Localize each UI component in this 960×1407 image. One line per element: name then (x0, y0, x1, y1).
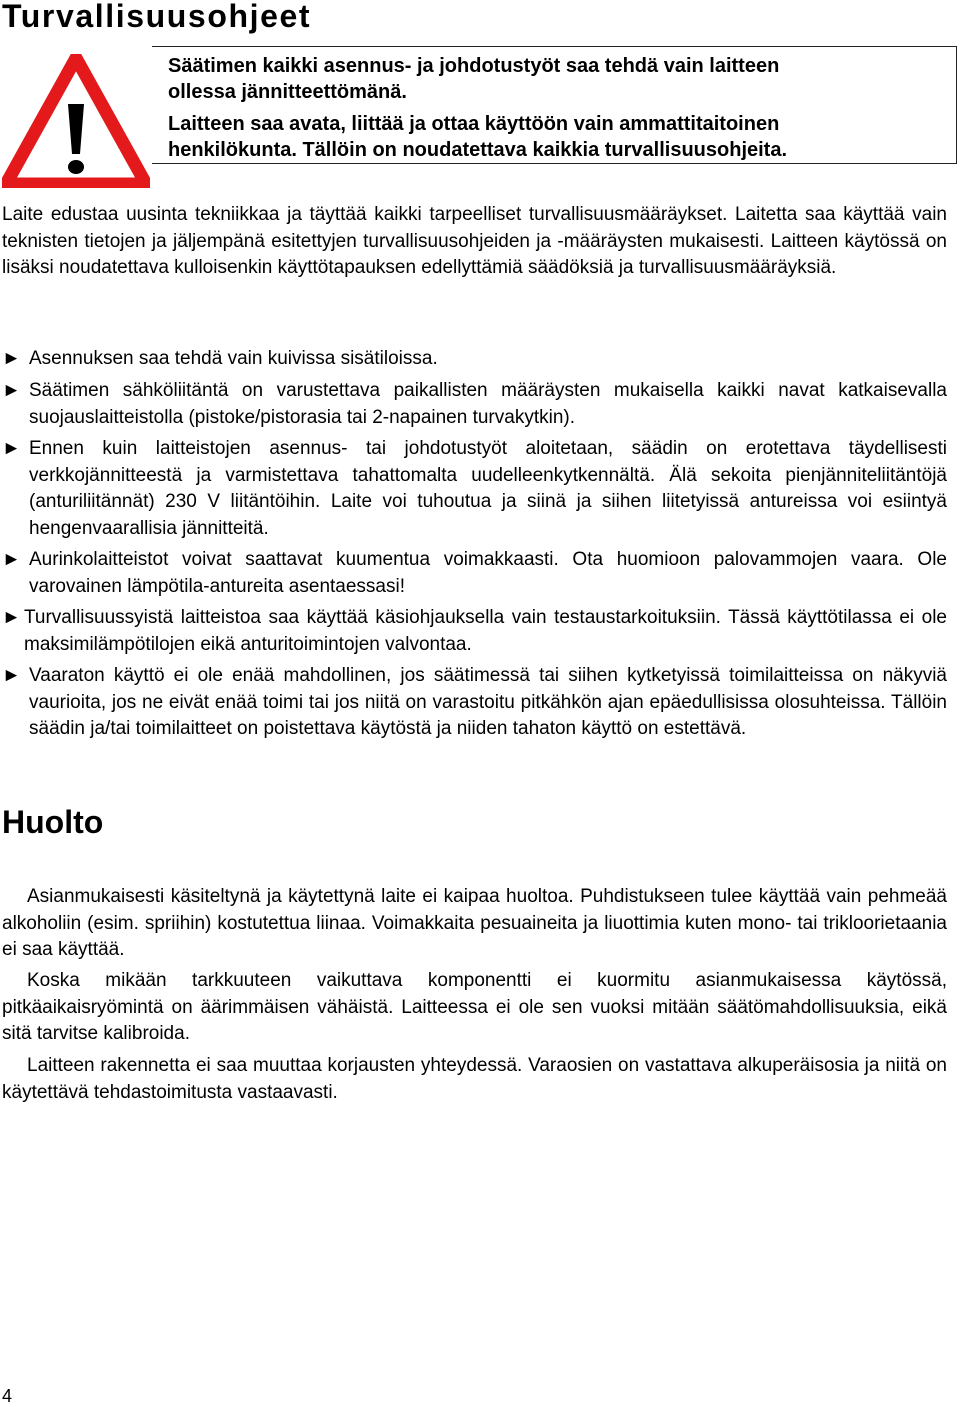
huolto-paragraph: Koska mikään tarkkuuteen vaikuttava komponentti ei kuormitu asianmukaisessa käytössä, pitkäaikaisryömintä on äärimmäisen vähäistä. Laitteessa ei ole sen vuoksi mitään säätömahdollisuuksia, eikä sitä tarvitse kalibroida. (2, 970, 947, 1044)
warning-line-3: Laitteen saa avata, liittää ja ottaa käyttöön vain ammattitaitoinen (168, 113, 780, 135)
page-number: 4 (2, 1386, 13, 1406)
warning-line-4: henkilökunta. Tällöin on noudatettava kaikkia turvallisuusohjeita. (168, 139, 788, 161)
bullet-text: Turvallisuussyistä laitteistoa saa käyttää käsiohjauksella vain testaustarkoituksiin. Tässä käyttötilassa ei ole maksimilämpötilojen eikä anturitoimintojen valvontaa. (24, 607, 947, 655)
bullet-arrow-icon: ► (2, 380, 21, 401)
safety-bullet (2, 378, 947, 431)
bullet-text: Ennen kuin laitteistojen asennus- tai johdotustyöt aloitetaan, säädin on erotettava täydellisesti verkkojännitteestä ja varmistettava tahattomalta uudelleenkytkennältä. Älä sekoita pienjänniteliitäntöjä (anturiliitännät) 230 V liitäntöihin. Laite voi tuhoutua ja siinä ja siihen liitetyissä antureissa voi esiintyä hengenvaarallisia jännitteitä. (29, 438, 947, 539)
bullet-text: Asennuksen saa tehdä vain kuivissa sisätiloissa. (29, 348, 438, 369)
bullet-arrow-icon: ► (2, 607, 21, 628)
bullet-arrow-icon: ► (2, 438, 21, 459)
bullet-text: Säätimen sähköliitäntä on varustettava paikallisten määräysten mukaisella kaikki navat katkaisevalla suojauslaitteistolla (pistoke/pistorasia tai 2-napainen turvakytkin). (29, 380, 947, 428)
safety-bullet (2, 663, 947, 743)
bullet-arrow-icon: ► (2, 348, 21, 369)
section-heading-huolto: Huolto (2, 804, 104, 840)
intro-paragraph: Laite edustaa uusinta tekniikkaa ja täyttää kaikki tarpeelliset turvallisuusmääräykset. Laitetta saa käyttää vain teknisten tietojen ja jäljempänä esitettyjen turvallisuusohjeiden ja -määräysten mukaisesti. Laitteen käytössä on lisäksi noudatettava kulloisenkin käyttötapauksen edellyttämiä säädöksiä ja turvallisuusmääräyksiä. (2, 204, 947, 278)
bullet-arrow-icon: ► (2, 665, 21, 686)
warning-line-1: Säätimen kaikki asennus- ja johdotustyöt saa tehdä vain laitteen (168, 55, 780, 77)
safety-bullet (2, 547, 947, 600)
bullet-text: Aurinkolaitteistot voivat saattavat kuumentua voimakkaasti. Ota huomioon palovammojen vaara. Ole varovainen lämpötila-antureita asentaessasi! (29, 549, 947, 597)
safety-bullet (2, 346, 947, 373)
huolto-paragraph: Asianmukaisesti käsiteltynä ja käytettynä laite ei kaipaa huoltoa. Puhdistukseen tulee käyttää vain pehmeää alkoholiin (esim. spriihin) kostutettua liinaa. Voimakkaita pesuaineita ja liuottimia kuten mono- tai trikloorietaania ei saa käyttää. (2, 886, 947, 960)
bullet-arrow-icon: ► (2, 549, 21, 570)
page-title: Turvallisuusohjeet (2, 0, 312, 34)
warning-triangle-icon (2, 54, 150, 188)
safety-bullet (2, 436, 947, 542)
bullet-text: Vaaraton käyttö ei ole enää mahdollinen, jos säätimessä tai siihen kytketyissä toimilaitteissa on näkyviä vaurioita, jos ne eivät enää toimi tai jos niitä on varastoitu pitkähkön ajan epäedullisissa olosuhteissa. Tällöin säädin ja/tai toimilaitteet on poistettava käytöstä ja niiden tahaton käyttö on estettävä. (29, 665, 947, 739)
huolto-paragraph: Laitteen rakennetta ei saa muuttaa korjausten yhteydessä. Varaosien on vastattava alkuperäisosia ja niitä on käytettävä tehdastoimitusta vastaavasti. (2, 1055, 947, 1103)
warning-line-2: ollessa jännitteettömänä. (168, 81, 407, 103)
safety-bullet (2, 605, 947, 658)
